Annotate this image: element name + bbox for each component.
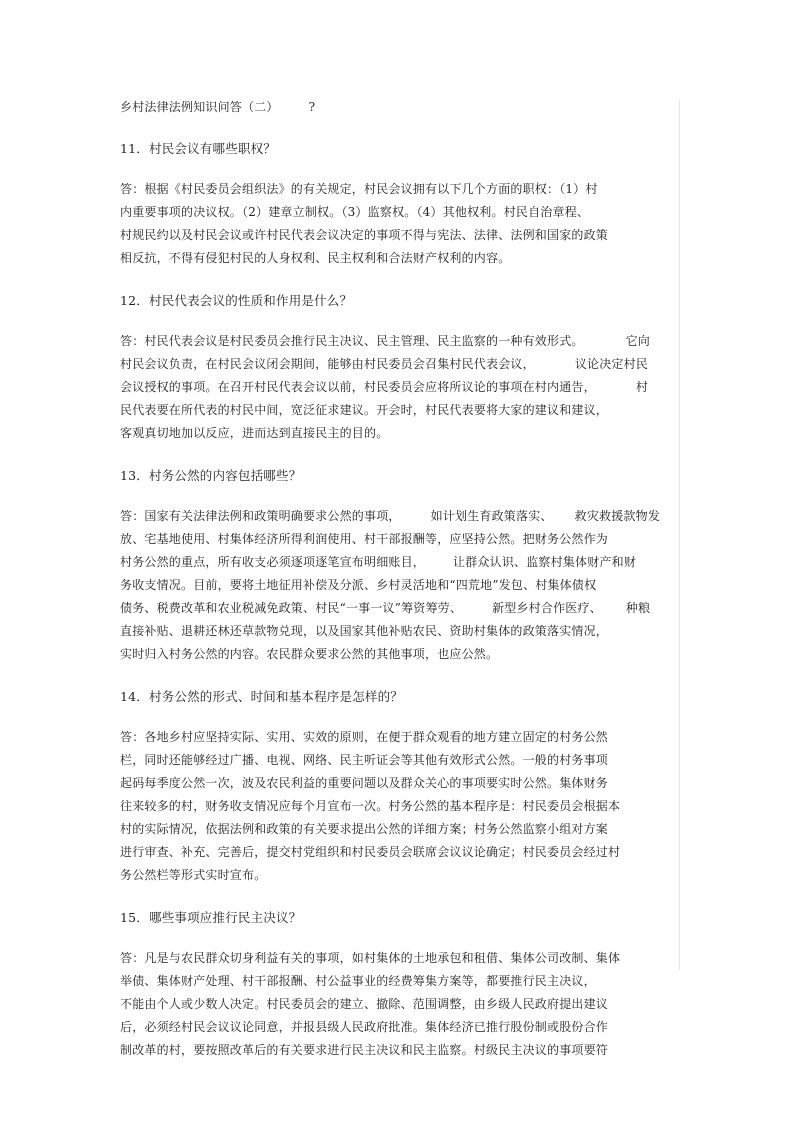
question-14-heading: 14．村务公然的形式、时间和基本程序是怎样的？ (120, 689, 404, 704)
answer-line (120, 597, 680, 620)
line-segment: 客观真切地加以反应，进而达到直接民主的目的。 (120, 426, 389, 440)
answer-line: 答：各地乡村应坚持实际、实用、实效的原则，在便于群众观看的地方建立固定的村务公然 (120, 730, 609, 744)
answer-14 (120, 726, 680, 887)
line-segment: 救灾救援款物发 (574, 509, 661, 523)
answer-line: 答：凡是与农民群众切身利益有关的事项，如村集体的土地承包和租借、集体公司改制、集体 (120, 951, 621, 965)
answer-line (120, 620, 680, 643)
answer-line (120, 330, 680, 353)
line-segment: 种粮 (625, 601, 651, 615)
document-title (120, 96, 680, 119)
answer-line: 村规民约以及村民会议或许村民代表会议决定的事项不得与宪法、法律、法例和国家的政策 (120, 228, 609, 242)
answer-line: 起码每季度公然一次，波及农民利益的重要问题以及群众关心的事项要实时公然。集体财务 (120, 776, 609, 790)
question-11-heading: 11．村民会议有哪些职权？ (120, 141, 277, 156)
line-segment: 议论决定村民 (574, 357, 649, 371)
line-segment: 如计划生育政策落实、 (430, 509, 553, 523)
line-segment: 直接补贴、退耕还林还草款物兑现，以及国家其他补贴农民、资助村集体的政策落实情况， (120, 624, 609, 638)
line-segment: 放、宅基地使用、村集体经济所得利润使用、村干部报酬等，应坚持公然。把财务公然作为 (120, 532, 609, 546)
answer-line: 举债、集体财产处理、村干部报酬、村公益事业的经费筹集方案等，都要推行民主决议， (120, 974, 596, 988)
answer-line: 相反抗，不得有侵犯村民的人身权利、民主权利和合法财产权利的内容。 (120, 251, 511, 265)
answer-line: 务公然栏等形式实时宣布。 (120, 868, 267, 882)
answer-line (120, 505, 680, 528)
answer-12 (120, 330, 680, 445)
line-segment: 新型乡村合作医疗、 (492, 601, 602, 615)
answer-line (120, 376, 680, 399)
answer-15 (120, 947, 680, 1062)
line-segment: 实时归入村务公然的内容。农民群众要求公然的其他事项，也应公然。 (120, 647, 499, 661)
title-mark: ? (308, 100, 316, 114)
question-15-heading: 15．哪些事项应推行民主决议？ (120, 910, 302, 925)
answer-line (120, 353, 680, 376)
line-segment: 它向 (625, 334, 651, 348)
line-segment: 村 (635, 380, 649, 394)
document-page (120, 96, 680, 1081)
answer-line: 村的实际情况，依据法例和政策的有关要求提出公然的详细方案；村务公然监察小组对方案 (120, 822, 609, 836)
line-segment: 债务、税费改革和农业税减免政策、村民“一事一议”筹资筹劳、 (120, 601, 463, 615)
answer-line (120, 574, 680, 597)
line-segment: 村务公然的重点，所有收支必须逐项逐笔宣布明细账目， (120, 555, 426, 569)
answer-line: 往来较多的村，财务收支情况应每个月宣布一次。村务公然的基本程序是：村民委员会根据本 (120, 799, 621, 813)
answer-line (120, 643, 680, 666)
title-text: 乡村法律法例知识问答（二） (120, 100, 279, 114)
answer-line: 内重要事项的决议权。（2）建章立制权。（3）监察权。（4）其他权利。村民自治章程、 (120, 205, 590, 219)
line-segment: 务收支情况。目前，要将土地征用补偿及分派、乡村灵活地和“四荒地”发包、村集体债权 (120, 578, 597, 592)
question-12-heading: 12．村民代表会议的性质和作用是什么？ (120, 293, 353, 308)
answer-line (120, 422, 680, 445)
answer-line: 后，必须经村民会议议论同意，并报县级人民政府批准。集体经济已推行股份制或股份合作 (120, 1020, 609, 1034)
question-13-heading: 13．村务公然的内容包括哪些？ (120, 468, 302, 483)
line-segment: 答：国家有关法律法例和政策明确要求公然的事项， (120, 509, 401, 523)
line-segment: 答：村民代表会议是村民委员会推行民主决议、民主管理、民主监察的一种有效形式。 (120, 334, 584, 348)
answer-line (120, 551, 680, 574)
line-segment: 让群众认识、监察村集体财产和财 (453, 555, 637, 569)
line-segment: 民代表要在所代表的村民中间，宽泛征求建议。开会时，村民代表要将大家的建议和建议， (120, 403, 609, 417)
answer-line (120, 528, 680, 551)
answer-line (120, 399, 680, 422)
answer-11 (120, 178, 680, 270)
line-segment: 会议授权的事项。在召开村民代表会议以前，村民委员会应将所议论的事项在村内通告， (120, 380, 596, 394)
line-segment: 村民会议负责，在村民会议闭会期间，能够由村民委员会召集村民代表会议， (120, 357, 535, 371)
answer-line: 栏，同时还能够经过广播、电视、网络、民主听证会等其他有效形式公然。一般的村务事项 (120, 753, 609, 767)
answer-line: 不能由个人或少数人决定。村民委员会的建立、撤除、范围调整，由乡级人民政府提出建议 (120, 997, 609, 1011)
answer-line: 制改革的村，要按照改革后的有关要求进行民主决议和民主监察。村级民主决议的事项要符 (120, 1043, 609, 1057)
answer-13 (120, 505, 680, 666)
answer-line: 答：根据《村民委员会组织法》的有关规定，村民会议拥有以下几个方面的职权：（1）村 (120, 182, 598, 196)
answer-line: 进行审查、补充、完善后，提交村党组织和村民委员会联席会议议论确定；村民委员会经过村 (120, 845, 621, 859)
